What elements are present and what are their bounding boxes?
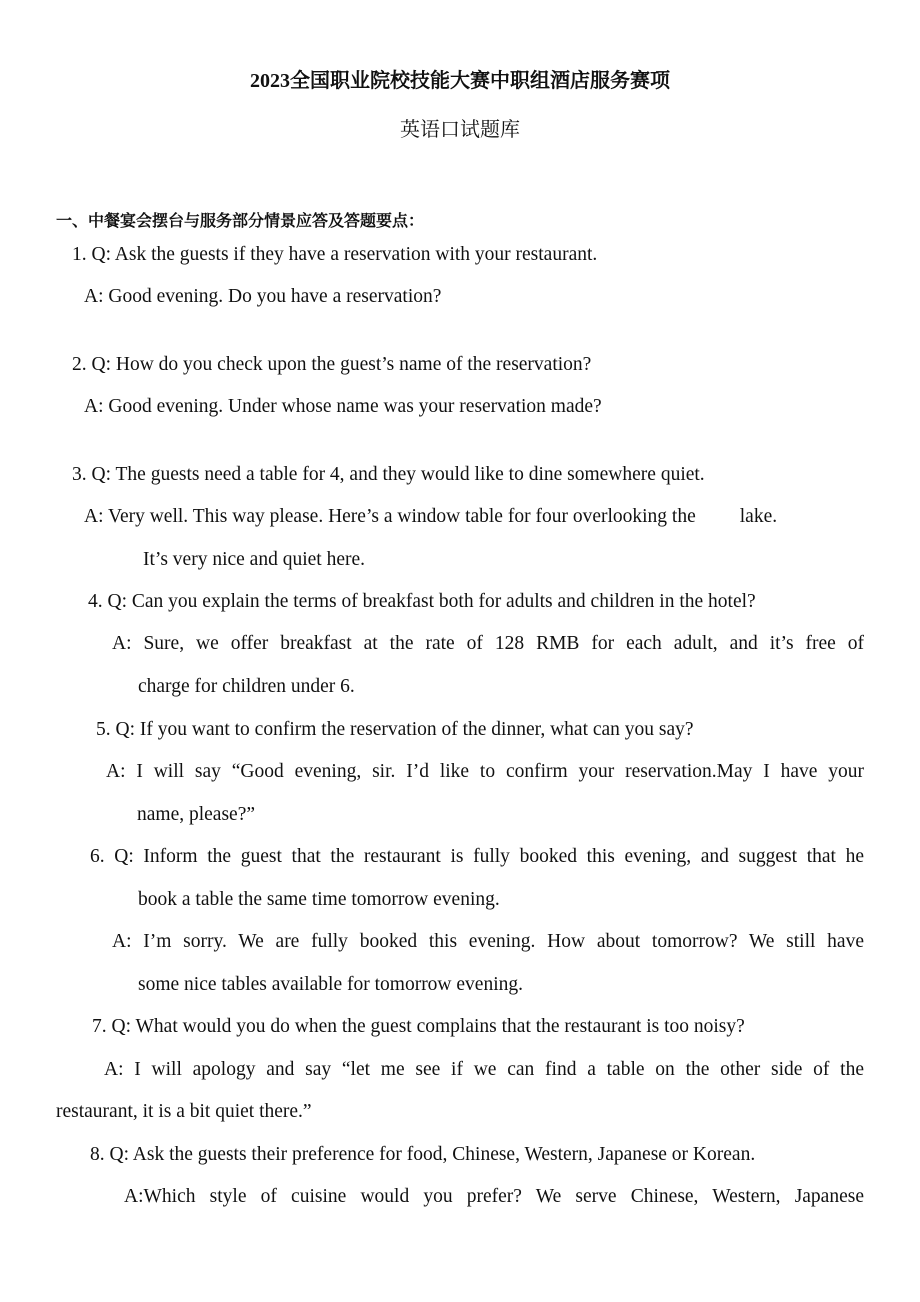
- answer-3-text: A: Very well. This way please. Here’s a window table for four overlooking the: [84, 506, 696, 527]
- answer-7-line-1: A: I will apology and say “let me see if we can find a table on the other side of the: [104, 1059, 864, 1080]
- answer-8-line-1: A:Which style of cuisine would you prefer? We serve Chinese, Western, Japanese: [124, 1186, 864, 1207]
- answer-3-line-1: [84, 505, 777, 529]
- question-6-line-1: 6. Q: Inform the guest that the restaurant is fully booked this evening, and suggest that he: [90, 846, 864, 867]
- question-4: 4. Q: Can you explain the terms of breakfast both for adults and children in the hotel?: [88, 591, 756, 612]
- page-subtitle: 英语口试题库: [400, 119, 520, 141]
- question-2: 2. Q: How do you check upon the guest’s name of the reservation?: [72, 354, 592, 375]
- answer-5-line-2: name, please?”: [137, 804, 256, 825]
- question-8: 8. Q: Ask the guests their preference for food, Chinese, Western, Japanese or Korean.: [90, 1144, 756, 1165]
- question-3: 3. Q: The guests need a table for 4, and they would like to dine somewhere quiet.: [72, 464, 705, 485]
- answer-4-line-1: A: Sure, we offer breakfast at the rate of 128 RMB for each adult, and it’s free of: [112, 633, 864, 654]
- question-7: 7. Q: What would you do when the guest complains that the restaurant is too noisy?: [92, 1016, 745, 1037]
- answer-5-line-1: A: I will say “Good evening, sir. I’d like to confirm your reservation.May I have your: [106, 761, 864, 782]
- page-title: 2023全国职业院校技能大赛中职组酒店服务赛项: [250, 70, 670, 92]
- question-6-line-2: book a table the same time tomorrow evening.: [138, 889, 500, 910]
- answer-3-line-2: It’s very nice and quiet here.: [143, 549, 365, 570]
- answer-6-line-1: A: I’m sorry. We are fully booked this evening. How about tomorrow? We still have: [112, 931, 864, 952]
- answer-4-line-2: charge for children under 6.: [138, 676, 355, 697]
- question-1: 1. Q: Ask the guests if they have a reservation with your restaurant.: [72, 244, 598, 265]
- section-heading: 一、中餐宴会摆台与服务部分情景应答及答题要点：: [56, 213, 425, 230]
- answer-3-lake: lake.: [739, 506, 778, 527]
- question-5: 5. Q: If you want to confirm the reservation of the dinner, what can you say?: [96, 719, 694, 740]
- answer-1: A: Good evening. Do you have a reservation?: [84, 286, 442, 307]
- answer-2: A: Good evening. Under whose name was your reservation made?: [84, 396, 602, 417]
- answer-6-line-2: some nice tables available for tomorrow evening.: [138, 974, 523, 995]
- answer-7-line-2: restaurant, it is a bit quiet there.”: [56, 1101, 312, 1122]
